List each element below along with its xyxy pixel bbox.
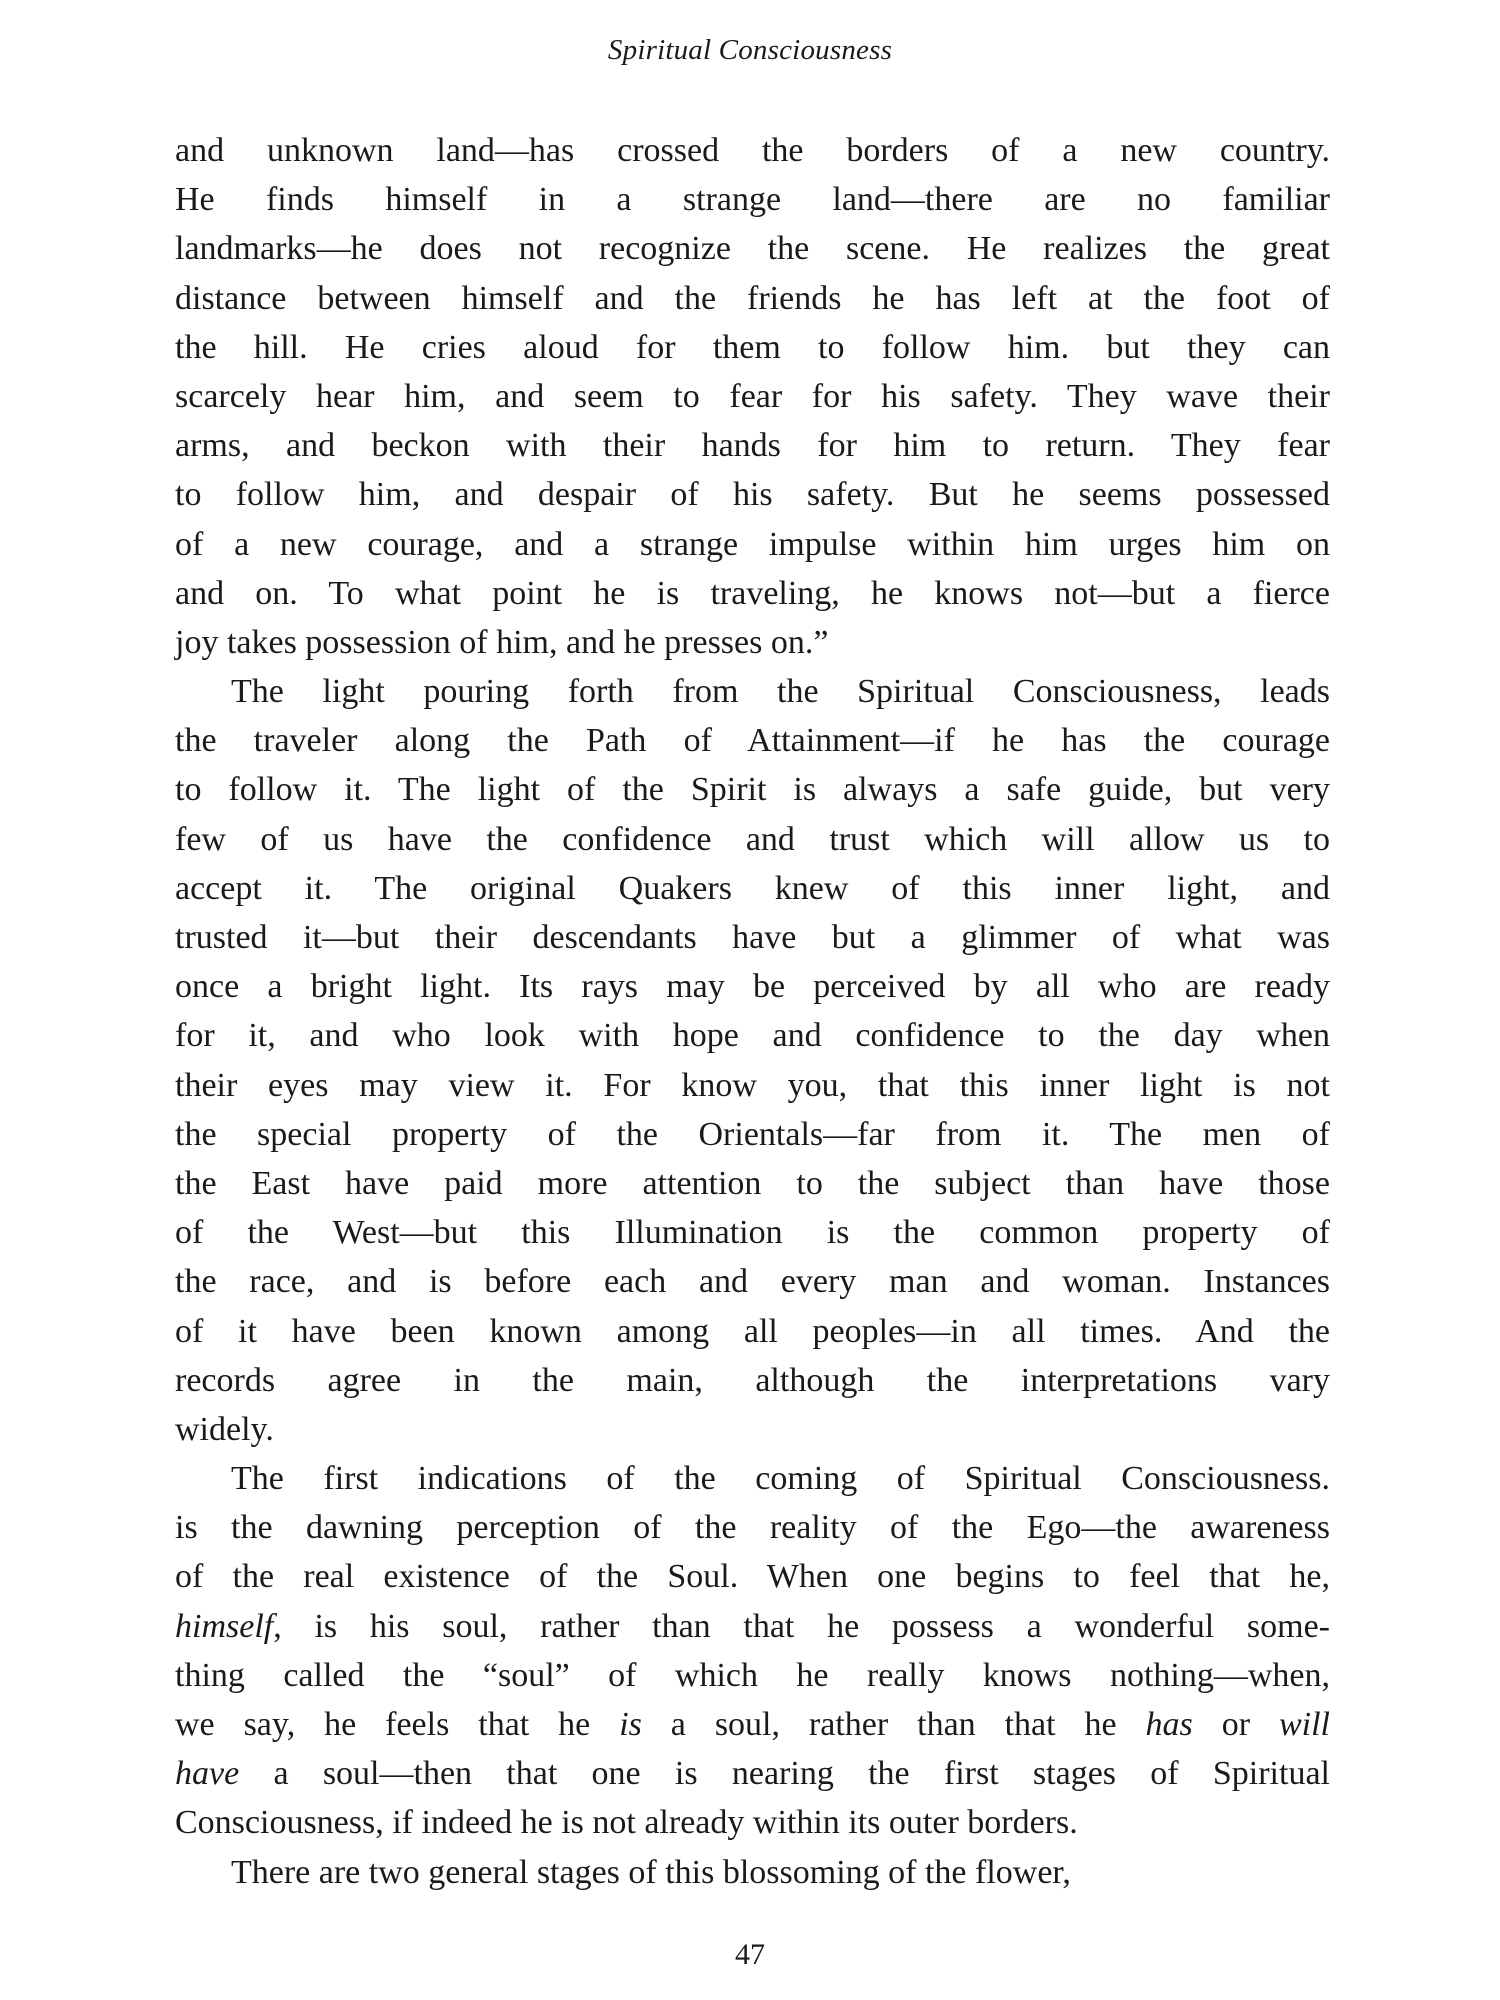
text-run: joy takes possession of him, and he presses on.” [175,623,829,661]
text-line [175,667,1330,716]
text-line [175,1208,1330,1257]
text-line [175,864,1330,913]
italic-text: will [1278,1706,1330,1743]
text-run: once a bright light. Its rays may be perceived by all who are ready [175,968,1330,1006]
paragraph [175,1848,1330,1897]
text-line [175,1061,1330,1110]
text-run: thing called the “soul” of which he really knows nothing—when, [175,1656,1330,1694]
text-line [175,618,1330,667]
text-run: accept it. The original Quakers knew of this inner light, and [175,869,1330,907]
text-run: He finds himself in a strange land—there are no familiar [175,181,1330,219]
text-line [175,716,1330,765]
text-line [175,1700,1330,1749]
text-run: of the West—but this Illumination is the common property of [175,1214,1330,1252]
text-run: the East have paid more attention to the subject than have those [175,1164,1330,1202]
text-run: the hill. He cries aloud for them to follow him. but they can [175,328,1330,366]
page-number: 47 [735,1938,765,1971]
text-run: or [1192,1706,1279,1743]
text-line [175,1651,1330,1700]
italic-text: is [619,1706,642,1743]
italic-text: have [175,1755,240,1793]
text-run: we say, he feels that he [175,1706,620,1743]
italic-text: has [1145,1706,1193,1743]
text-run: trusted it—but their descendants have but a glimmer of what was [175,919,1330,956]
text-line [175,1405,1330,1454]
text-line [175,1454,1330,1503]
text-line [175,421,1330,470]
text-run: The first indications of the coming of Spiritual Consciousness. [231,1460,1330,1498]
paragraph [175,667,1330,1454]
text-run: distance between himself and the friends he has left at the foot of [175,279,1330,317]
text-run: a soul—then that one is nearing the first stages of Spiritual [239,1755,1330,1793]
text-run: of a new courage, and a strange impulse within him urges him on [175,525,1330,563]
text-line [175,1503,1330,1552]
italic-text: himself [175,1607,274,1645]
text-run: scarcely hear him, and seem to fear for his safety. They wave their [175,377,1330,415]
text-run: arms, and beckon with their hands for him to return. They fear [175,427,1330,465]
text-line [175,372,1330,421]
text-run: widely. [175,1410,274,1448]
text-line [175,1356,1330,1405]
text-line [175,913,1330,962]
text-line [175,569,1330,618]
text-run: the special property of the Orientals—far from it. The men of [175,1115,1330,1153]
text-line [175,1552,1330,1601]
text-run: There are two general stages of this blossoming of the flower, [231,1853,1071,1891]
text-run: is the dawning perception of the reality of the Ego—the awareness [175,1509,1330,1547]
body-text [175,126,1330,1897]
text-line [175,1307,1330,1356]
text-line [175,1798,1330,1847]
paragraph [175,1454,1330,1848]
text-line [175,520,1330,569]
text-line [175,1159,1330,1208]
text-line [175,126,1330,175]
text-run: The light pouring forth from the Spiritual Consciousness, leads [231,673,1330,711]
text-line [175,175,1330,224]
text-run: of the real existence of the Soul. When one begins to feel that he, [175,1558,1330,1596]
text-line [175,1602,1330,1651]
text-run: , is his soul, rather than that he possess a wonderful some- [273,1607,1330,1645]
text-line [175,1749,1330,1798]
text-line [175,765,1330,814]
text-run: to follow him, and despair of his safety. But he seems possessed [175,476,1330,514]
text-line [175,1848,1330,1897]
text-run: Consciousness, if indeed he is not already within its outer borders. [175,1804,1078,1842]
text-run: the race, and is before each and every man and woman. Instances [175,1263,1330,1301]
text-line [175,470,1330,519]
text-line [175,1110,1330,1159]
text-line [175,815,1330,864]
text-run: to follow it. The light of the Spirit is always a safe guide, but very [175,771,1330,809]
text-run: few of us have the confidence and trust which will allow us to [175,820,1330,858]
paragraph [175,126,1330,667]
text-run: and unknown land—has crossed the borders of a new country. [175,132,1330,169]
text-run: and on. To what point he is traveling, he knows not—but a fierce [175,574,1330,612]
text-line [175,1257,1330,1306]
text-line [175,274,1330,323]
text-run: their eyes may view it. For know you, that this inner light is not [175,1066,1330,1104]
text-line [175,962,1330,1011]
text-run: landmarks—he does not recognize the scene. He realizes the great [175,230,1330,268]
text-run: the traveler along the Path of Attainment—if he has the courage [175,722,1330,760]
text-line [175,224,1330,273]
text-line [175,323,1330,372]
running-head: Spiritual Consciousness [607,34,893,66]
text-run: a soul, rather than that he [641,1706,1146,1743]
text-run: of it have been known among all peoples—in all times. And the [175,1312,1330,1350]
text-run: for it, and who look with hope and confidence to the day when [175,1017,1330,1055]
text-run: records agree in the main, although the interpretations vary [175,1361,1330,1399]
text-line [175,1011,1330,1060]
